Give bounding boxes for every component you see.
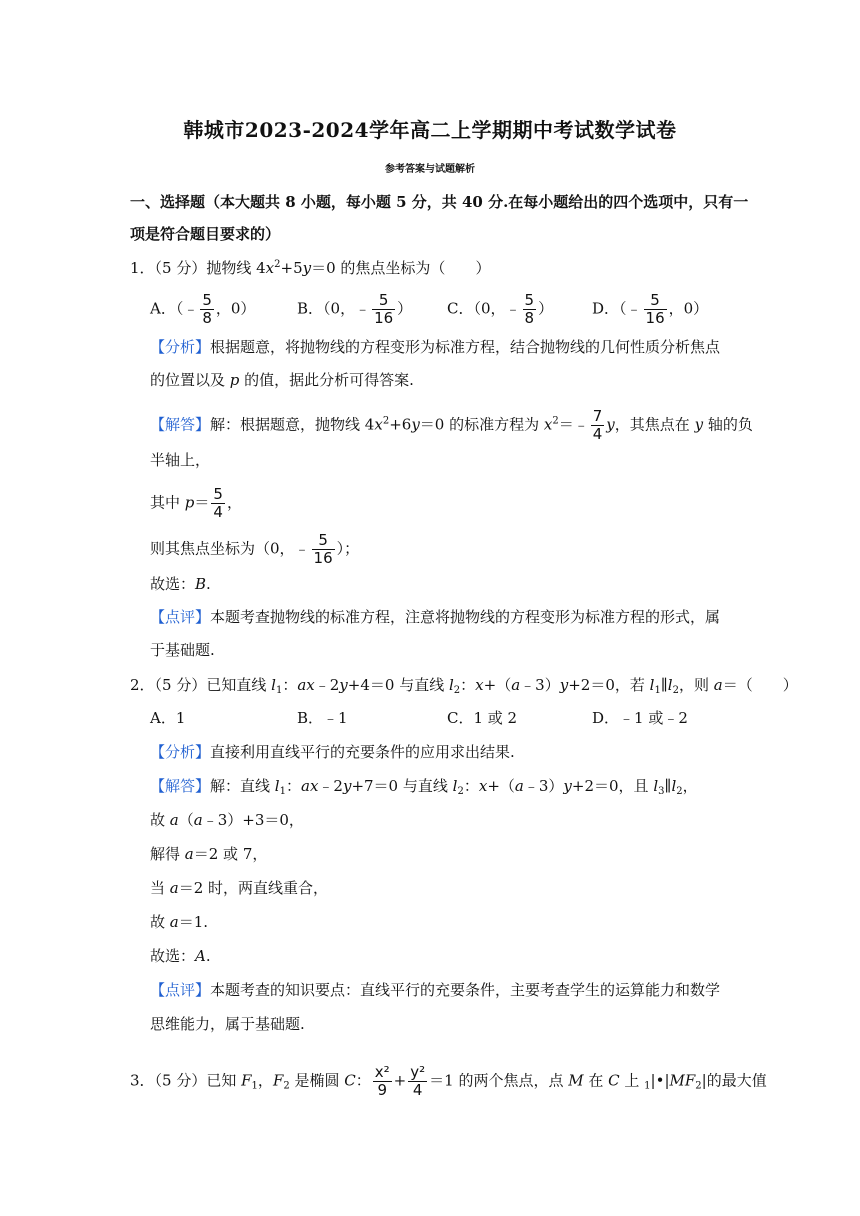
q2-stem: 2．（5 分）已知直线 $l_1$：ax﹣2y+4＝0 与直线 $l_2$：x+（a﹣3）y+2＝0，若 $l_1\parallel l_2$，则 a＝（ ） <box>130 676 798 696</box>
fraction: $\frac{5}{4}$ <box>213 485 223 521</box>
q3-stem: 3．（5 分）已知 $F_1$，$F_2$ 是椭圆 C： $\frac{\text{x²}}{9}$ + $\frac{\text{y²}}{4}$ ＝1 的两个焦点，点 M 在 C 上 $_1|•|MF_2|$的最大值 <box>130 1063 767 1099</box>
q2-comment-line1: 【点评】本题考查的知识要点：直线平行的充要条件，主要考查学生的运算能力和数学 <box>150 981 721 999</box>
q2-answer-line1: 【解答】解：直线 $l_1$：ax﹣2y+7＝0 与直线 $l_2$：x+（a﹣3）y+2＝0，且 $l_3\parallel l_2$， <box>150 777 698 797</box>
q2-choice: 故选：A. <box>150 947 211 965</box>
answer-tag: 【解答】 <box>150 415 211 434</box>
page-subtitle: 参考答案与试题解析 <box>385 164 475 175</box>
q1-option-a: A．（﹣ $\frac{5}{8}$ ，0） <box>150 291 256 327</box>
q2-option-d: D．﹣1 或﹣2 <box>592 709 688 727</box>
q2-answer-line4: 当 a＝2 时，两直线重合， <box>150 879 329 897</box>
fraction: $\frac{\text{x²}}{9}$ <box>374 1063 390 1099</box>
fraction: $\frac{\text{y²}}{4}$ <box>410 1063 426 1099</box>
q1-option-b: B．（0，﹣ $\frac{5}{16}$ ） <box>297 291 413 327</box>
fraction: $\frac{5}{8}$ <box>202 291 212 327</box>
analysis-tag: 【分析】 <box>150 338 211 356</box>
q1-option-d: D．（﹣ $\frac{5}{16}$ ，0） <box>592 291 709 327</box>
answer-tag: 【解答】 <box>150 777 211 795</box>
q1-answer-line3: 其中 p＝ $\frac{5}{4}$ ， <box>150 485 242 521</box>
q2-analysis: 【分析】直接利用直线平行的充要条件的应用求出结果. <box>150 743 515 761</box>
q1-analysis-line2: 的位置以及 p 的值，据此分析可得答案. <box>150 371 414 389</box>
q2-option-b: B．﹣1 <box>297 709 348 727</box>
q1-choice: 故选：B. <box>150 575 211 593</box>
section-heading-line1: 一、选择题（本大题共 8 小题，每小题 5 分，共 40 分.在每小题给出的四个选项中，只有一 <box>130 193 749 211</box>
q2-answer-line3: 解得 a＝2 或 7， <box>150 845 268 863</box>
analysis-tag: 【分析】 <box>150 743 211 761</box>
fraction: $\frac{5}{16}$ <box>374 291 394 327</box>
q1-answer-line4: 则其焦点坐标为（0，﹣ $\frac{5}{16}$ ）； <box>150 531 360 567</box>
page-title: 韩城市2023-2024学年高二上学期期中考试数学试卷 <box>183 118 677 142</box>
q2-option-c: C．1 或 2 <box>447 709 518 727</box>
q1-comment-line2: 于基础题. <box>150 641 215 659</box>
q1-answer-line1: 【解答】解：根据题意，抛物线 $4x^2+6y=0$ 的标准方程为 $x^2=﹣$ $\frac{7}{4}$ y，其焦点在 y 轴的负 <box>150 407 753 443</box>
fraction: $\frac{5}{16}$ <box>645 291 665 327</box>
section-heading-line2: 项是符合题目要求的） <box>130 225 281 243</box>
comment-tag: 【点评】 <box>150 981 211 999</box>
fraction: $\frac{5}{16}$ <box>313 531 333 567</box>
q1-answer-line2: 半轴上， <box>150 451 211 469</box>
q2-comment-line2: 思维能力，属于基础题. <box>150 1015 305 1033</box>
q2-option-a: A．1 <box>150 709 186 727</box>
fraction: $\frac{5}{8}$ <box>524 291 535 327</box>
comment-tag: 【点评】 <box>150 608 211 626</box>
fraction: $\frac{7}{4}$ <box>592 407 603 443</box>
q1-option-c: C．（0，﹣ $\frac{5}{8}$ ） <box>447 291 554 327</box>
q1-stem: 1．（5 分）抛物线 $4x^2+5y=0$ 的焦点坐标为（ ） <box>130 259 491 277</box>
q1-comment-line1: 【点评】本题考查抛物线的标准方程，注意将抛物线的方程变形为标准方程的形式，属 <box>150 608 721 626</box>
q1-analysis-line1: 【分析】根据题意，将抛物线的方程变形为标准方程，结合抛物线的几何性质分析焦点 <box>150 338 721 356</box>
q2-answer-line2: 故 a（a﹣3）+3＝0， <box>150 811 304 829</box>
q2-answer-line5: 故 a＝1. <box>150 913 209 931</box>
